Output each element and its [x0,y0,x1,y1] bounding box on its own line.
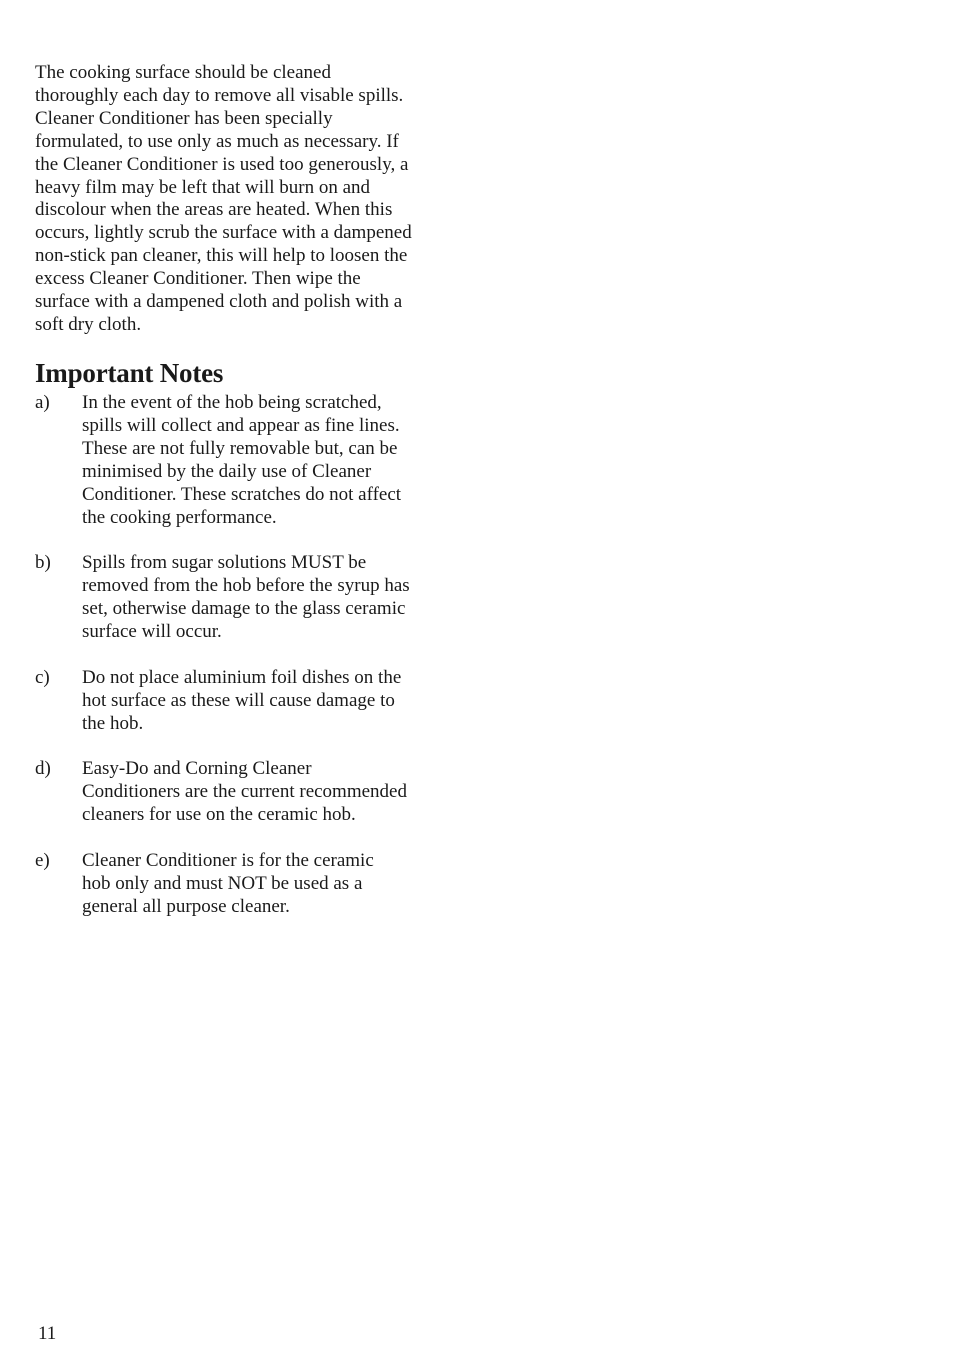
note-item-e [35,850,475,919]
intro-line: The cooking surface should be cleaned [35,62,331,83]
note-item-b [35,552,475,644]
note-marker: a) [35,392,50,413]
page-number: 11 [38,1323,57,1344]
note-line: the hob. [82,712,144,734]
note-line: Cleaner Conditioner is for the ceramic [82,850,374,872]
note-marker: d) [35,758,51,780]
note-marker: c) [35,666,50,688]
note-line: In the event of the hob being scratched, [82,392,382,413]
note-line: Conditioners are the current recommended [82,781,407,803]
note-line: spills will collect and appear as fine lines. [82,414,400,436]
intro-line: occurs, lightly scrub the surface with a dampened [35,222,412,244]
note-line: set, otherwise damage to the glass ceramic [82,598,406,620]
note-line: Easy-Do and Corning Cleaner [82,758,312,780]
note-line: removed from the hob before the syrup has [82,575,410,597]
intro-line: discolour when the areas are heated. When this [35,199,393,221]
intro-line: thoroughly each day to remove all visable spills. [35,84,404,106]
note-marker: b) [35,552,51,574]
note-item-a [35,392,475,529]
note-line: These are not fully removable but, can be [82,437,398,459]
intro-line: the Cleaner Conditioner is used too generously, a [35,153,409,175]
section-heading: Important Notes [35,358,224,388]
intro-paragraph [35,62,455,337]
intro-line: heavy film may be left that will burn on and [35,176,371,198]
intro-line: surface with a dampened cloth and polish with a [35,291,403,313]
note-line: Do not place aluminium foil dishes on the [82,666,402,688]
note-line: hob only and must NOT be used as a [82,872,363,894]
note-line: Spills from sugar solutions MUST be [82,552,367,574]
note-marker: e) [35,850,50,872]
notes-list [35,392,475,942]
intro-line: soft dry cloth. [35,313,142,335]
note-item-c [35,667,475,736]
note-line: cleaners for use on the ceramic hob. [82,804,356,826]
intro-line: non-stick pan cleaner, this will help to loosen the [35,245,408,267]
intro-line: Cleaner Conditioner has been specially [35,107,333,129]
intro-line: excess Cleaner Conditioner. Then wipe the [35,268,361,290]
note-item-d [35,758,475,827]
note-line: the cooking performance. [82,506,277,528]
intro-line: formulated, to use only as much as necessary. If [35,130,399,152]
note-line: minimised by the daily use of Cleaner [82,460,372,482]
note-line: general all purpose cleaner. [82,895,290,917]
note-line: hot surface as these will cause damage to [82,689,395,711]
note-line: Conditioner. These scratches do not affect [82,483,402,505]
note-line: surface will occur. [82,621,222,643]
